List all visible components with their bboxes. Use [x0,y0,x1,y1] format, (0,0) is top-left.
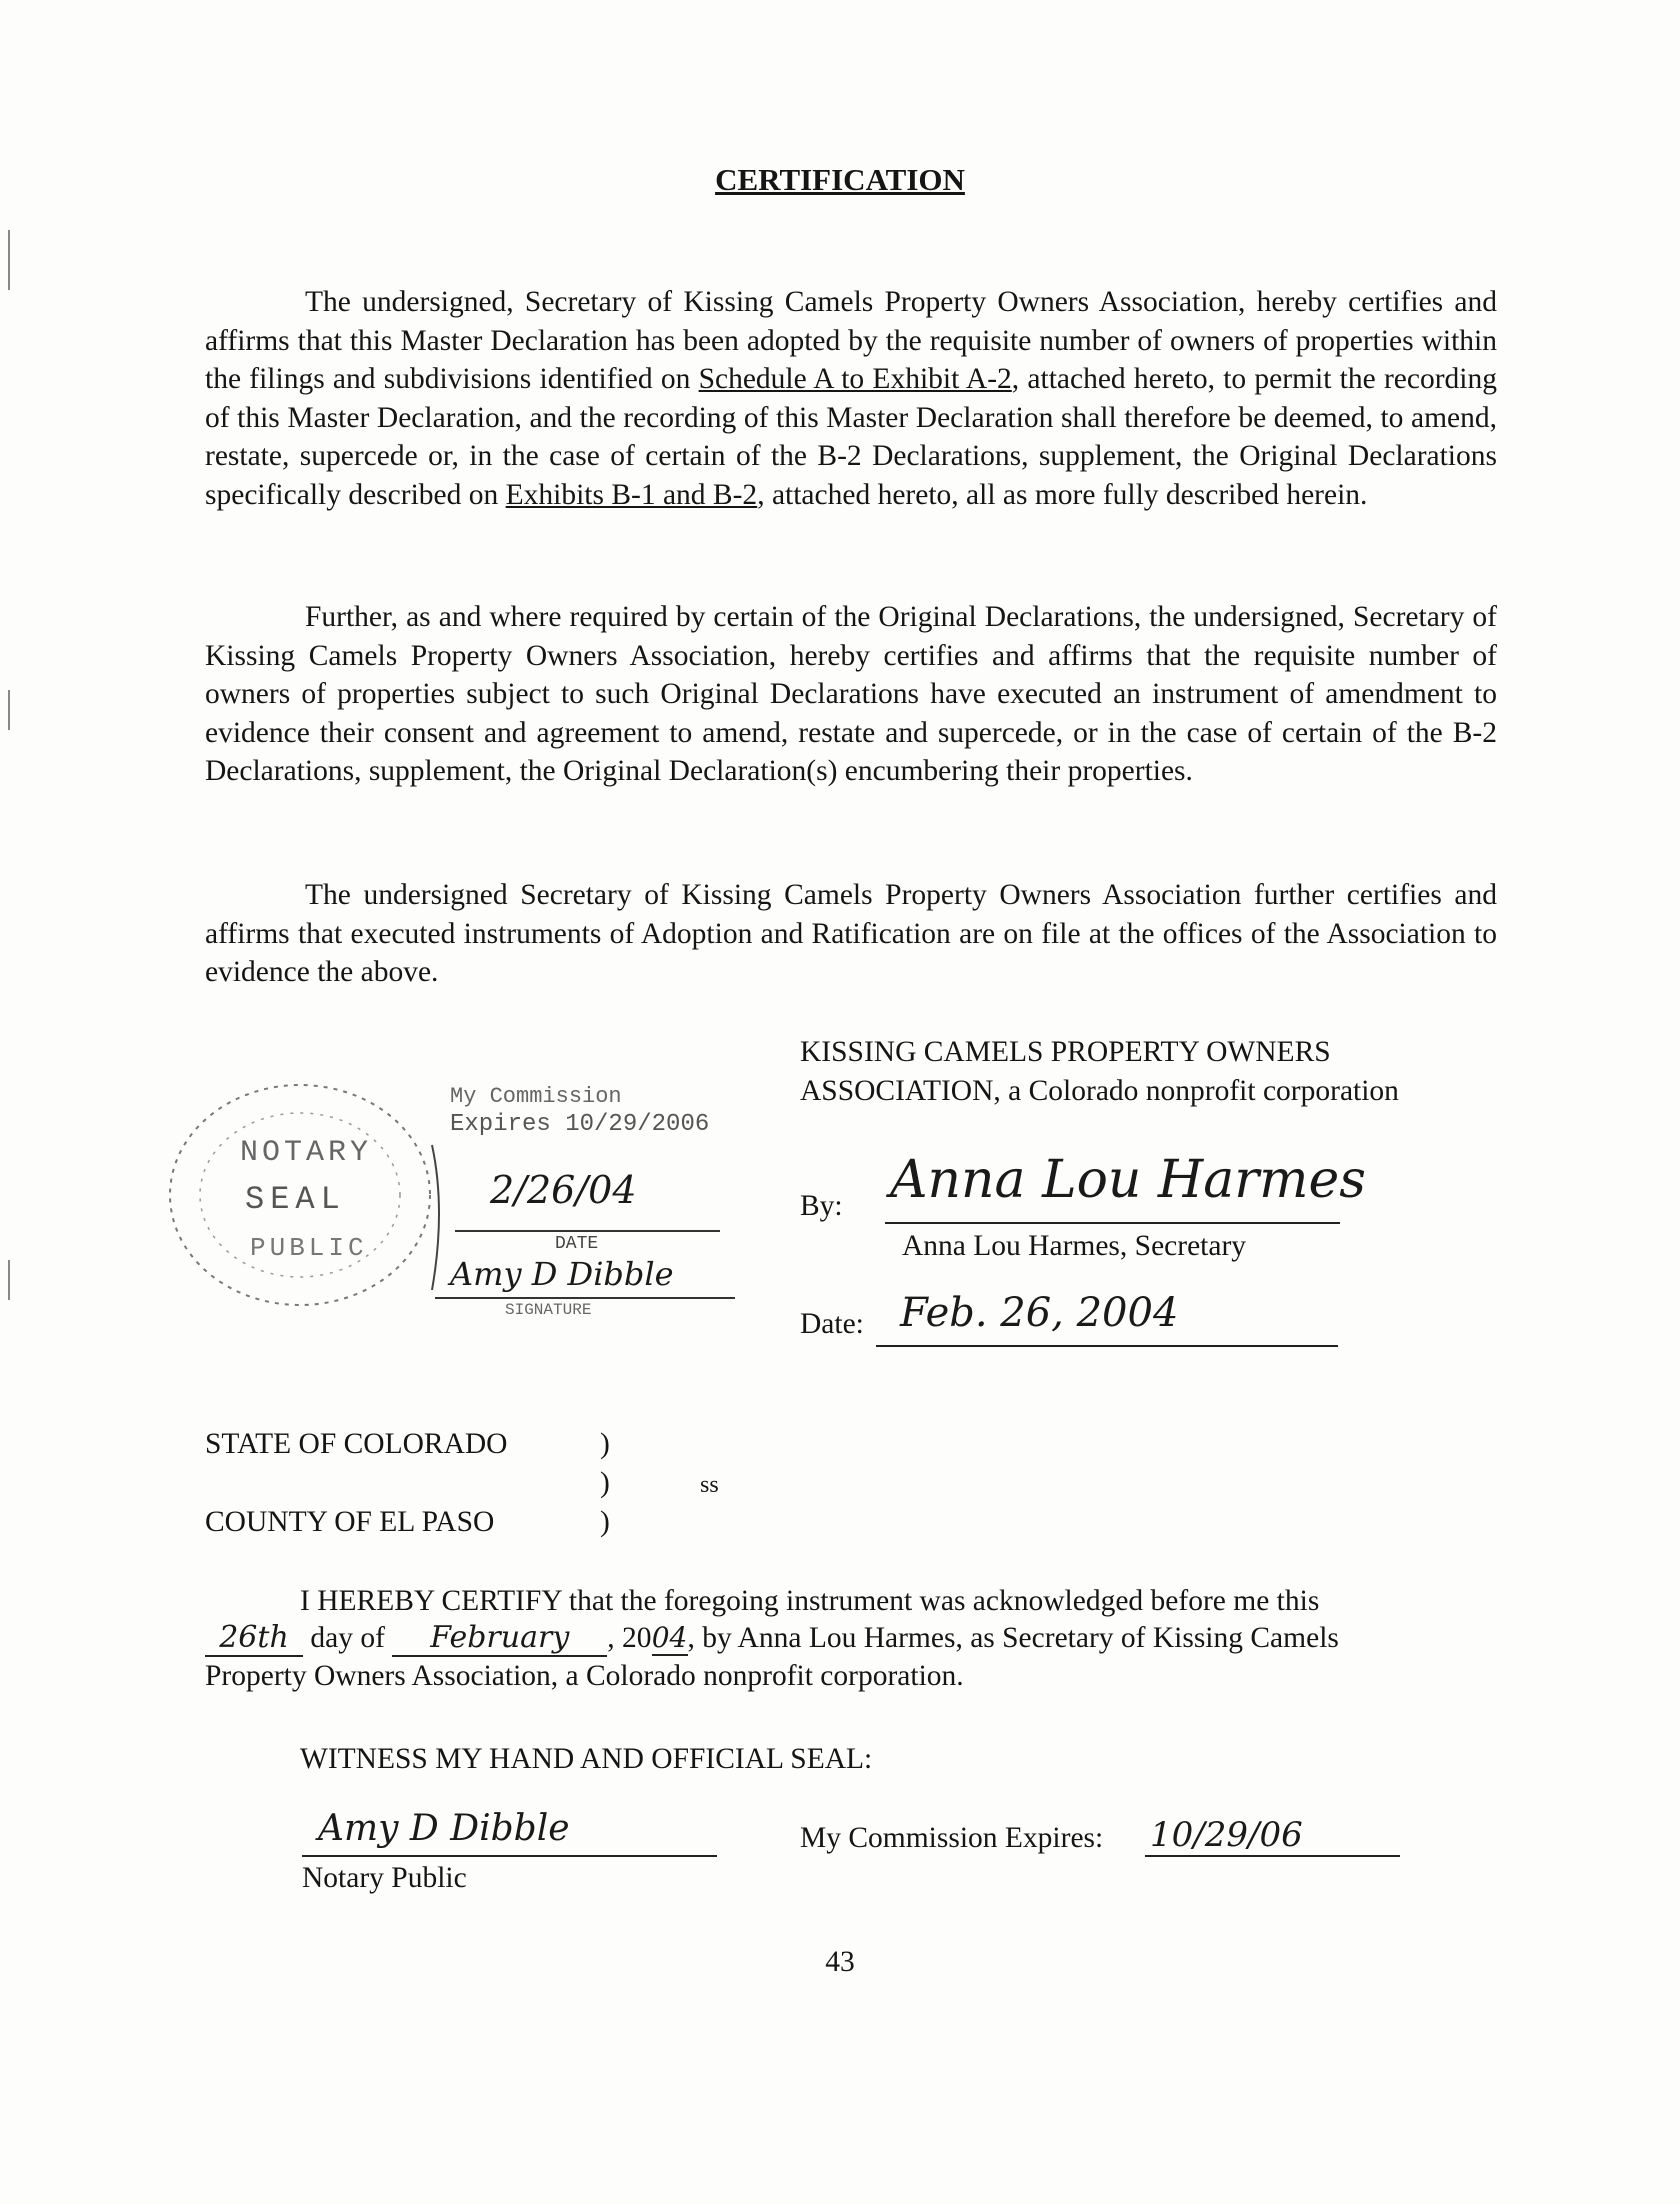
signature-line [885,1222,1340,1224]
schedule-reference: Schedule A to Exhibit A-2 [698,363,1012,395]
secretary-signature [890,1150,1410,1210]
scan-edge-mark [8,690,10,730]
paragraph-text: , attached hereto, to permit the recording of this Master Declaration, and the recording of this Master Declaration shall therefore be deemed, to amend, restate, supercede or, in the case of certain of the B-2 Declarations, supplement, the Original Declarations specifically described on [205,363,1497,511]
stamp-signature-handwritten: Amy D Dibble [450,1255,674,1293]
svg-text:NOTARY: NOTARY [240,1136,373,1170]
signer-name: Anna Lou Harmes, Secretary [902,1230,1247,1262]
org-name-line2: ASSOCIATION, a Colorado nonprofit corporation [800,1074,1399,1107]
stamp-date-caption: DATE [555,1234,599,1254]
commission-date-handwritten: 10/29/06 [1150,1815,1303,1855]
notary-signature-handwritten: Amy D Dibble [318,1808,570,1849]
org-name-line1: KISSING CAMELS PROPERTY OWNERS [800,1036,1331,1068]
stamp-signature-caption: SIGNATURE [505,1301,592,1319]
day-handwritten: 26th [205,1620,303,1657]
acknowledgment-line3: Property Owners Association, a Colorado nonprofit corporation. [205,1660,964,1692]
paragraph-text: , attached hereto, all as more fully described herein. [757,478,1368,511]
stamp-signature-line [435,1297,735,1299]
signature-handwriting: Anna Lou Harmes [890,1150,1366,1210]
year-handwritten: 04 [651,1621,688,1654]
page-number: 43 [825,1946,855,1978]
venue-paren: ) [600,1506,610,1538]
notary-label: Notary Public [302,1862,467,1894]
page-title: CERTIFICATION [715,162,965,197]
paragraph-text: Further, as and where required by certain of the Original Declarations, the undersigned, Secretary of Kissing Camels Property Owners Association, hereby certifies and affirms that the requisite number of owners of properties subject to such Original Declarations have executed an instrument of amendment to evidence their consent and agreement to amend, restate and supercede, or in the case of certain of the B-2 Declarations, supplement, the Original Declaration(s) encumbering their properties. [205,601,1497,787]
acknowledgment-line2 [205,1620,1339,1657]
month-handwritten: February [392,1620,607,1657]
svg-text:My Commission: My Commission [450,1084,622,1109]
stamp-date-handwritten: 2/26/04 [490,1168,637,1212]
paragraph-text: The undersigned Secretary of Kissing Camels Property Owners Association further certifies and affirms that executed instruments of Adoption and Ratification are on file at the offices of the Association to evidence the above. [205,879,1497,988]
by-label: By: [800,1190,843,1222]
acknowledgment-rest: , by Anna Lou Harmes, as Secretary of Kissing Camels [687,1622,1339,1654]
acknowledgment-line1: I HEREBY CERTIFY that the foregoing instrument was acknowledged before me this [300,1585,1320,1617]
venue-state: STATE OF COLORADO [205,1428,508,1460]
paragraph-text: The undersigned, Secretary of Kissing Camels Property Owners Association, hereby certifies and affirms that this Master Declaration has been adopted by the requisite number of owners of properties within the filings and subdivisions identified on [205,286,1497,395]
scan-edge-mark [8,230,10,290]
paragraph-amendment [205,598,1497,791]
paragraph-ratification [205,876,1497,992]
svg-text:SEAL: SEAL [245,1181,346,1218]
scan-edge-mark [8,1260,10,1300]
venue-paren: ) [600,1428,610,1460]
witness-heading: WITNESS MY HAND AND OFFICIAL SEAL: [300,1743,873,1775]
day-of-text: day of [310,1622,385,1654]
organization-block [800,1033,1399,1110]
svg-text:PUBLIC: PUBLIC [250,1233,368,1263]
venue-county: COUNTY OF EL PASO [205,1506,495,1538]
notary-signature-line [302,1855,717,1857]
venue-paren: ) [600,1467,610,1499]
commission-date-line [1145,1855,1400,1857]
year-prefix: , 20 [607,1622,652,1654]
venue-ss: ss [700,1472,719,1498]
handwritten-date: Feb. 26, 2004 [900,1290,1179,1336]
paragraph-adoption [205,283,1497,514]
stamp-date-line [455,1230,720,1232]
svg-text:Expires 10/29/2006: Expires 10/29/2006 [450,1111,710,1138]
exhibits-reference: Exhibits B-1 and B-2 [505,478,758,511]
date-label: Date: [800,1308,864,1340]
commission-label: My Commission Expires: [800,1822,1104,1854]
date-line [876,1345,1338,1347]
